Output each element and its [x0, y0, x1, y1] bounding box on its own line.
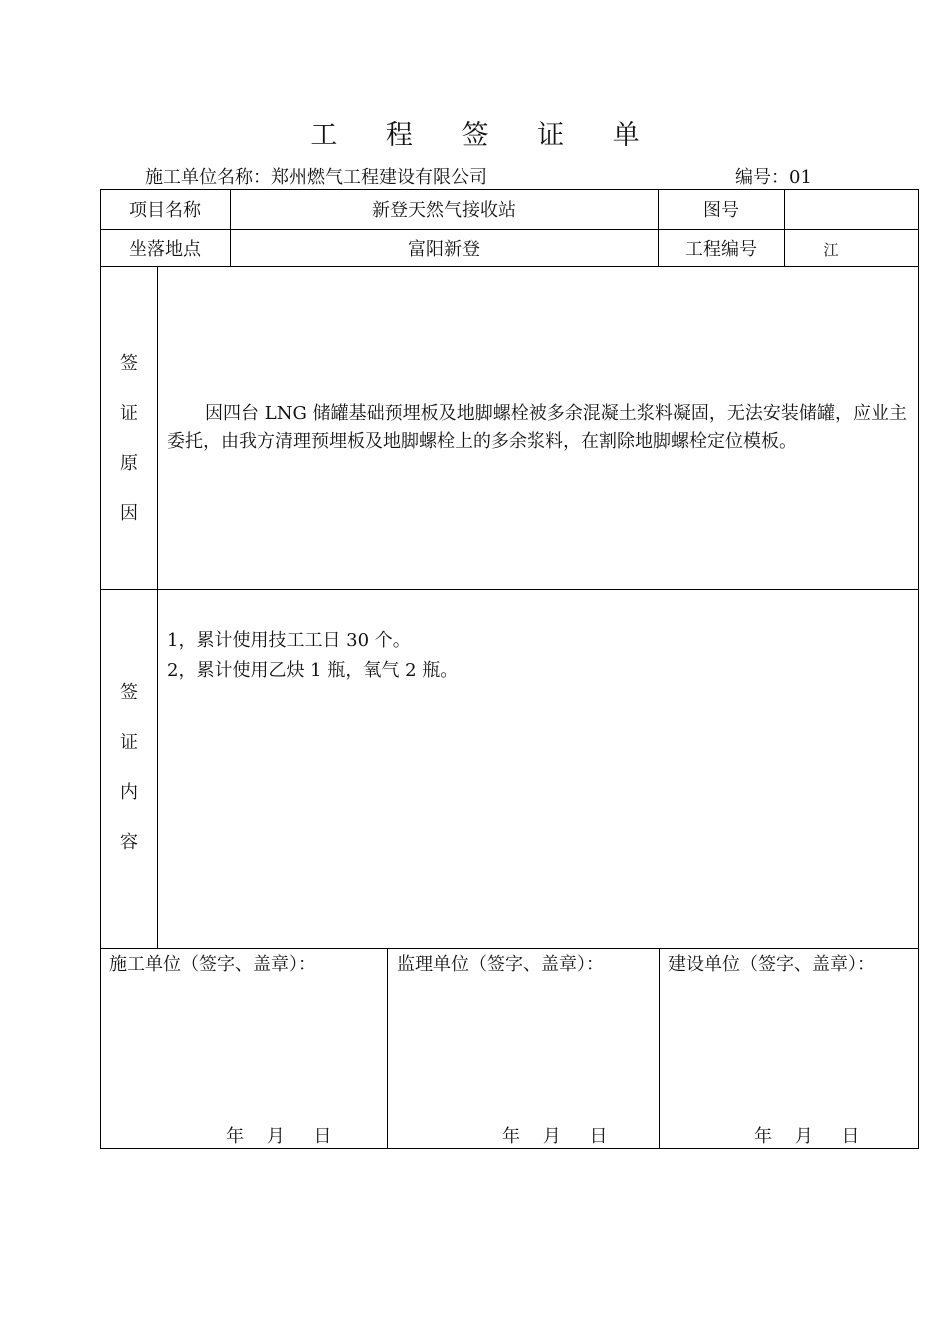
- owner-unit-date: 年 月 日: [754, 1126, 860, 1147]
- construction-unit-value: 郑州燃气工程建设有限公司: [271, 167, 487, 188]
- reason-label-char: 原: [120, 453, 138, 474]
- content-label-char: 内: [120, 782, 138, 803]
- document-number-label: 编号：: [735, 167, 789, 188]
- construction-unit-label: 施工单位名称：: [145, 167, 271, 188]
- reason-label-char: 因: [120, 503, 138, 524]
- project-name-value: 新登天然气接收站: [372, 200, 516, 221]
- content-label-char: 证: [120, 732, 138, 753]
- supervision-unit-signature-label: 监理单位（签字、盖章）：: [397, 954, 604, 975]
- location-label: 坐落地点: [129, 238, 201, 260]
- list-item: 1，累计使用技工工日 30 个。: [167, 630, 411, 651]
- content-label: [100, 668, 158, 868]
- drawing-number-value: [784, 189, 918, 229]
- reason-label-char: 证: [120, 403, 138, 424]
- project-name-label: 项目名称: [129, 200, 201, 221]
- owner-unit-signature-label: 建设单位（签字、盖章）：: [668, 954, 875, 975]
- construction-unit-signature-label: 施工单位（签字、盖章）：: [109, 954, 316, 975]
- reason-label-char: 签: [120, 353, 138, 374]
- table-border-right: [918, 189, 919, 1149]
- table-border-bottom: [100, 1148, 919, 1149]
- location-value: 富阳新登: [408, 238, 480, 260]
- document-number-line: [735, 163, 812, 189]
- project-code-label: 工程编号: [685, 238, 757, 260]
- content-list: [167, 626, 907, 686]
- supervision-unit-date: 年 月 日: [502, 1126, 608, 1147]
- drawing-number-label: 图号: [703, 200, 739, 221]
- construction-unit-line: [145, 163, 487, 189]
- content-label-char: 签: [120, 682, 138, 703]
- content-label-char: 容: [120, 832, 138, 853]
- document-number-value: 01: [789, 167, 812, 188]
- list-item: 2，累计使用乙炔 1 瓶，氧气 2 瓶。: [167, 660, 459, 681]
- reason-text: 因四台 LNG 储罐基础预埋板及地脚螺栓被多余混凝土浆料凝固，无法安装储罐，应业主委托，由我方清理预埋板及地脚螺栓上的多余浆料，在割除地脚螺栓定位模板。: [167, 403, 907, 452]
- table-divider: [387, 948, 388, 1148]
- reason-label: [100, 339, 158, 539]
- table-divider: [659, 948, 660, 1148]
- table-divider: [100, 589, 919, 590]
- project-code-value: 江: [823, 241, 839, 259]
- table-divider: [100, 948, 919, 949]
- page-title: 工 程 签 证 单: [310, 120, 660, 151]
- construction-unit-date: 年 月 日: [226, 1126, 332, 1147]
